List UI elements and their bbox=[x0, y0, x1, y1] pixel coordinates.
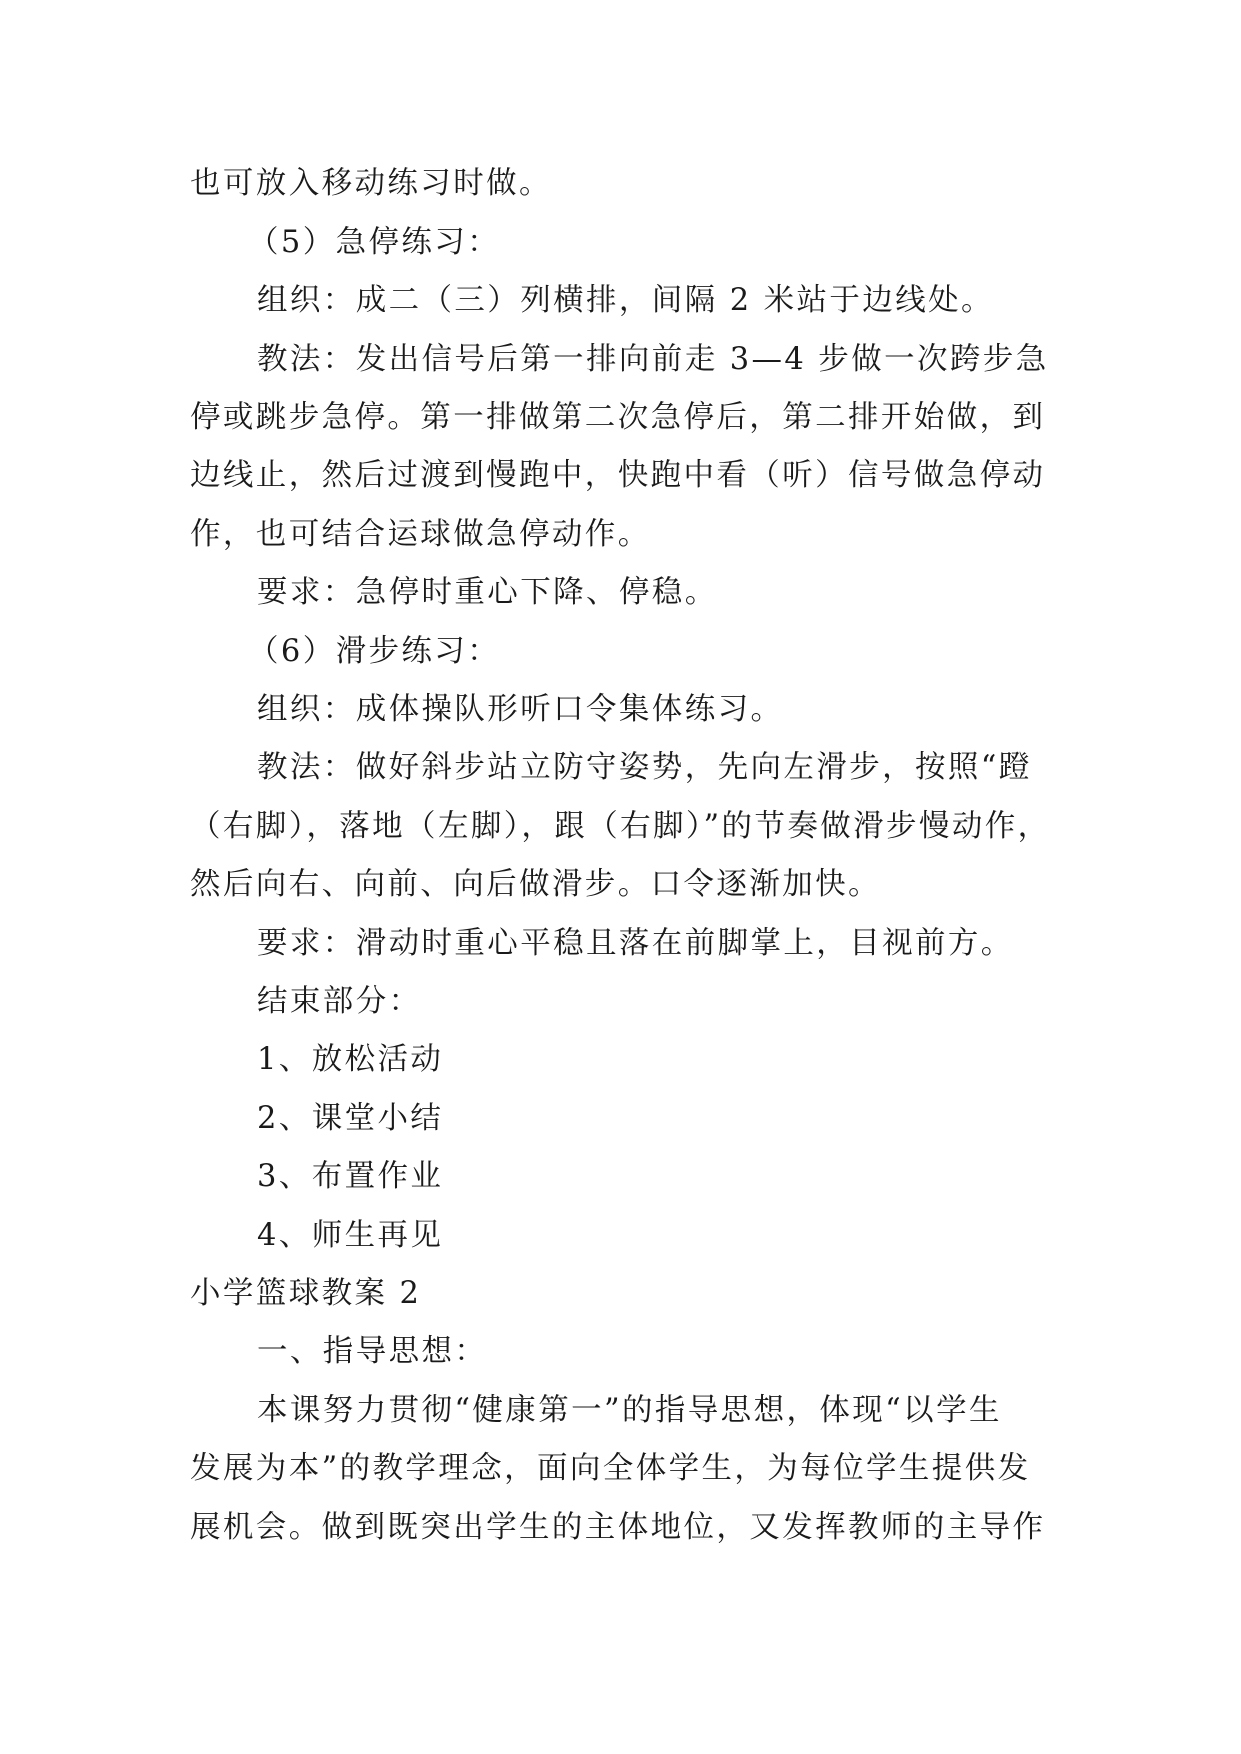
paragraph-line: 要求：急停时重心下降、停稳。 bbox=[257, 575, 718, 610]
paragraph-line: 组织：成体操队形听口令集体练习。 bbox=[257, 692, 784, 727]
paragraph-line: 组织：成二（三）列横排，间隔 2 米站于边线处。 bbox=[257, 283, 994, 318]
paragraph-line: 教法：发出信号后第一排向前走 3—4 步做一次跨步急 bbox=[257, 342, 1049, 377]
paragraph-line: 发展为本”的教学理念，面向全体学生，为每位学生提供发 bbox=[190, 1451, 1031, 1486]
section-heading: 一、指导思想： bbox=[257, 1334, 488, 1369]
list-item: 3、布置作业 bbox=[257, 1159, 444, 1194]
paragraph-line: 然后向右、向前、向后做滑步。口令逐渐加快。 bbox=[190, 867, 881, 902]
section-heading: （5）急停练习： bbox=[248, 225, 501, 260]
paragraph-line: 边线止，然后过渡到慢跑中，快跑中看（听）信号做急停动 bbox=[190, 458, 1046, 493]
paragraph-line: 本课努力贯彻“健康第一”的指导思想，体现“以学生 bbox=[257, 1393, 1002, 1428]
paragraph-line: 展机会。做到既突出学生的主体地位，又发挥教师的主导作 bbox=[190, 1510, 1046, 1545]
paragraph-line: 也可放入移动练习时做。 bbox=[190, 166, 552, 201]
paragraph-line: 停或跳步急停。第一排做第二次急停后，第二排开始做，到 bbox=[190, 400, 1046, 435]
paragraph-line: 要求：滑动时重心平稳且落在前脚掌上，目视前方。 bbox=[257, 926, 1014, 961]
paragraph-line: 作，也可结合运球做急停动作。 bbox=[190, 517, 651, 552]
section-heading: 结束部分： bbox=[257, 984, 422, 1019]
paragraph-line: （右脚），落地（左脚），跟（右脚）”的节奏做滑步慢动作， bbox=[190, 809, 1051, 844]
paragraph-line: 教法：做好斜步站立防守姿势，先向左滑步，按照“蹬 bbox=[257, 750, 1032, 785]
list-item: 1、放松活动 bbox=[257, 1042, 444, 1077]
section-heading: （6）滑步练习： bbox=[248, 634, 501, 669]
list-item: 4、师生再见 bbox=[257, 1218, 444, 1253]
document-title: 小学篮球教案 2 bbox=[190, 1276, 422, 1311]
list-item: 2、课堂小结 bbox=[257, 1101, 444, 1136]
